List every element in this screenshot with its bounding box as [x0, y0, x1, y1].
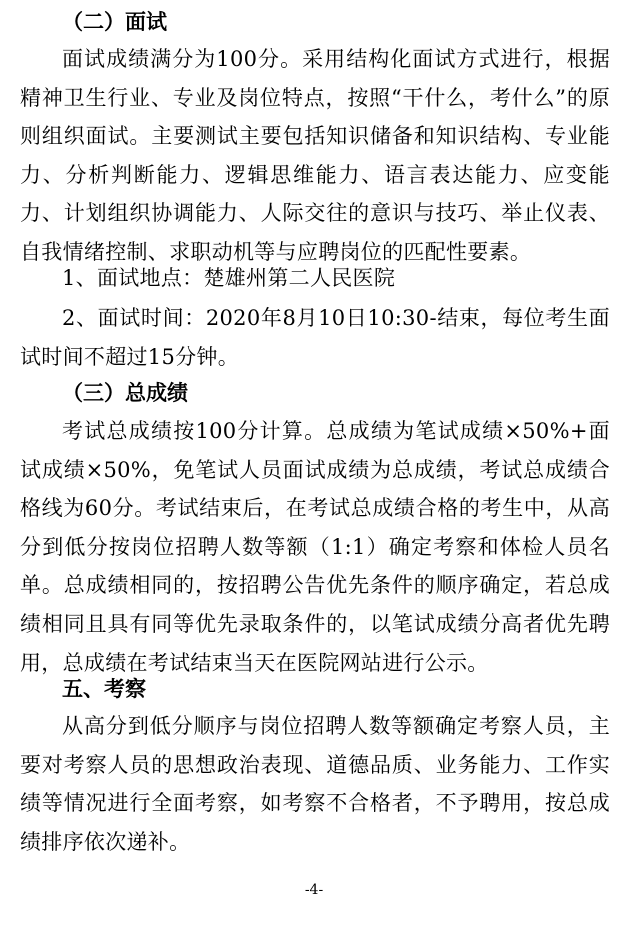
page-number: -4- [304, 882, 324, 898]
inspection-paragraph: 从高分到低分顺序与岗位招聘人数等额确定考察人员，主要对考察人员的思想政治表现、道德品质、业务能力、工作实绩等情况进行全面考察，如考察不合格者，不予聘用，按总成绩排序依次递补。 [20, 714, 610, 854]
interview-location: 1、面试地点：楚雄州第二人民医院 [62, 266, 396, 290]
total-score-heading: （三）总成绩 [62, 381, 188, 405]
interview-heading: （二）面试 [62, 10, 167, 34]
total-score-paragraph: 考试总成绩按100分计算。总成绩为笔试成绩×50%+面试成绩×50%，免笔试人员面试成绩为总成绩，考试总成绩合格线为60分。考试结束后，在考试总成绩合格的考生中，从高分到低分按岗位招聘人数等额（1:1）确定考察和体检人员名单。总成绩相同的，按招聘公告优先条件的顺序确定，若总成绩相同且具有同等优先录取条件的，以笔试成绩分高者优先聘用，总成绩在考试结束当天在医院网站进行公示。 [20, 419, 610, 675]
interview-paragraph: 面试成绩满分为100分。采用结构化面试方式进行，根据精神卫生行业、专业及岗位特点，按照“干什么，考什么”的原则组织面试。主要测试主要包括知识储备和知识结构、专业能力、分析判断能力、逻辑思维能力、语言表达能力、应变能力、计划组织协调能力、人际交往的意识与技巧、举止仪表、自我情绪控制、求职动机等与应聘岗位的匹配性要素。 [20, 47, 610, 264]
inspection-heading: 五、考察 [62, 677, 146, 701]
interview-time: 2、面试时间：2020年8月10日10:30-结束，每位考生面试时间不超过15分钟。 [20, 306, 610, 369]
